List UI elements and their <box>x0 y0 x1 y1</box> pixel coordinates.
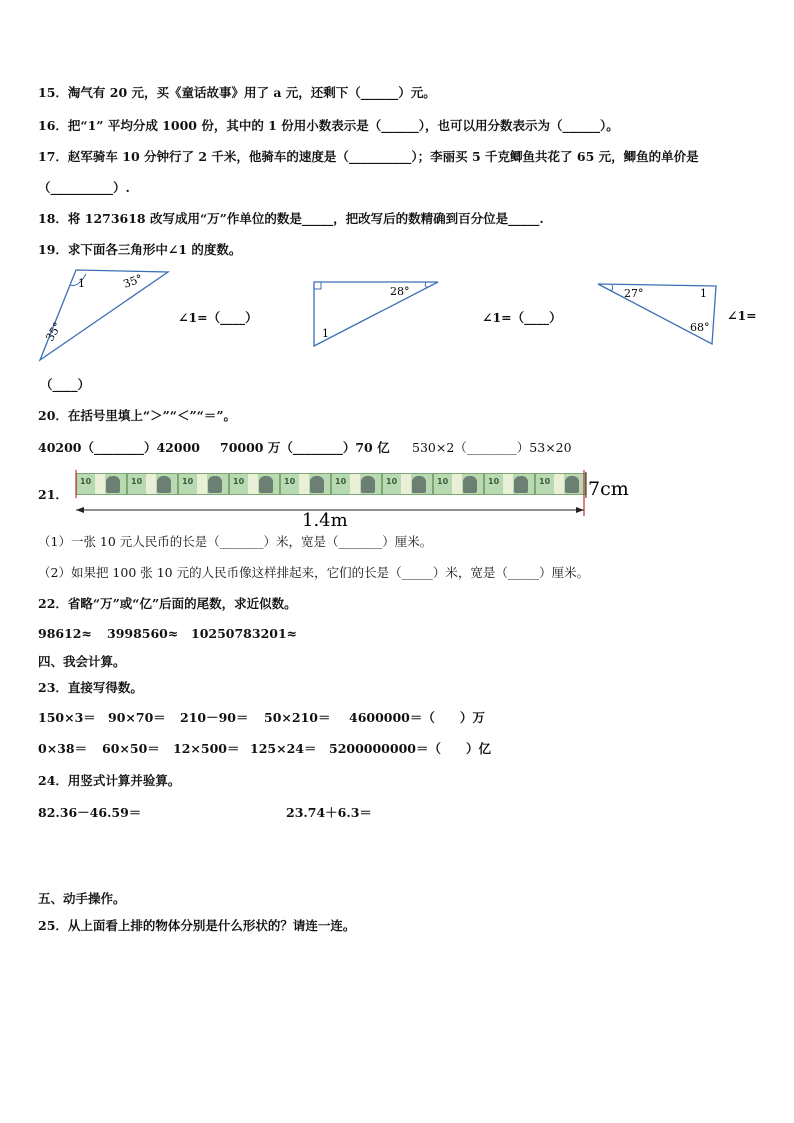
triangle-1-angle-1: 1 <box>78 277 85 290</box>
q23-row2-item1: 0×38＝ <box>38 741 88 756</box>
triangle-3-figure <box>594 280 724 350</box>
question-18: 18．将 1273618 改写成用“万”作单位的数是_____，把改写后的数精确到百分位是_____. <box>38 211 544 226</box>
triangle-3-answer: ∠1= <box>727 308 757 323</box>
question-25-prompt: 25．从上面看上排的物体分别是什么形状的？请连一连。 <box>38 918 356 933</box>
q23-row2-item5: 5200000000＝（ ）亿 <box>329 741 491 756</box>
q23-row1-item1: 150×3＝ <box>38 710 96 725</box>
question-24-item1: 82.36－46.59＝ <box>38 805 142 820</box>
banknote: 10 <box>280 473 331 495</box>
question-21-sub1: （1）一张 10 元人民币的长是（_______）米，宽是（_______）厘米。 <box>38 534 433 549</box>
question-22-item3: 10250783201≈ <box>191 626 298 641</box>
triangle-2-angle-a: 28° <box>390 285 410 298</box>
question-22-prompt: 22．省略“万”或“亿”后面的尾数，求近似数。 <box>38 596 297 611</box>
q23-row2-item2: 60×50＝ <box>102 741 160 756</box>
banknote: 10 <box>229 473 280 495</box>
banknote: 10 <box>433 473 484 495</box>
length-label: 1.4m <box>302 510 348 528</box>
banknote: 10 <box>535 473 586 495</box>
triangle-3-shape <box>598 284 716 344</box>
question-15: 15．淘气有 20 元，买《童话故事》用了 a 元，还剩下（______）元。 <box>38 85 436 100</box>
triangle-1-angle-b: 35° <box>43 320 65 344</box>
question-21-number: 21． <box>38 487 68 502</box>
triangle-1-answer: ∠1=（____） <box>178 310 258 325</box>
triangle-2-angle-1: 1 <box>322 327 329 340</box>
question-22-item1: 98612≈ <box>38 626 92 641</box>
question-19-prompt: 19．求下面各三角形中∠1 的度数。 <box>38 242 242 257</box>
q23-row2-item4: 125×24＝ <box>250 741 317 756</box>
section-5-title: 五、动手操作。 <box>38 891 126 906</box>
banknote: 10 <box>178 473 229 495</box>
triangle-2-shape <box>314 282 438 346</box>
banknote: 10 <box>382 473 433 495</box>
question-20-item2: 70000 万（________）70 亿 <box>220 440 390 455</box>
q23-row1-item3: 210－90＝ <box>180 710 249 725</box>
triangle-1-shape <box>40 270 168 360</box>
q23-row1-item5: 4600000＝（ ）万 <box>349 710 485 725</box>
q23-row1-item4: 50×210＝ <box>264 710 331 725</box>
banknote: 10 <box>484 473 535 495</box>
triangle-3-angle-a: 27° <box>624 287 644 300</box>
q23-row1-item2: 90×70＝ <box>108 710 166 725</box>
question-21-sub2: （2）如果把 100 张 10 元的人民币像这样排起来，它们的长是（_____）米，宽是（_____）厘米。 <box>38 565 590 580</box>
question-16: 16．把“1” 平均分成 1000 份，其中的 1 份用小数表示是（______），也可以用分数表示为（______）。 <box>38 118 619 133</box>
question-24-item2: 23.74＋6.3＝ <box>286 805 372 820</box>
banknote: 10 <box>127 473 178 495</box>
question-17-line1: 17．赵军骑车 10 分钟行了 2 千米，他骑车的速度是（__________）；李丽买 5 千克鲫鱼共花了 65 元，鲫鱼的单价是 <box>38 149 699 164</box>
triangle-3-angle-b: 68° <box>690 321 710 334</box>
triangle-1-figure <box>30 262 180 368</box>
banknote: 10 <box>76 473 127 495</box>
question-22-item2: 3998560≈ <box>107 626 179 641</box>
triangle-1-angle-a: 35° <box>121 271 145 291</box>
banknote: 10 <box>331 473 382 495</box>
question-24-prompt: 24．用竖式计算并验算。 <box>38 773 181 788</box>
triangle-3-angle-1: 1 <box>700 287 707 300</box>
question-20-prompt: 20．在括号里填上“＞”“＜”“＝”。 <box>38 408 237 423</box>
question-17-line2: （__________）. <box>38 180 130 195</box>
question-23-prompt: 23．直接写得数。 <box>38 680 143 695</box>
section-4-title: 四、我会计算。 <box>38 654 126 669</box>
width-label: 7cm <box>588 478 629 500</box>
triangle-2-figure <box>308 278 448 352</box>
triangle-2-answer: ∠1=（____） <box>482 310 562 325</box>
question-20-item1: 40200（________）42000 <box>38 440 200 455</box>
q23-row2-item3: 12×500＝ <box>173 741 240 756</box>
question-20-item3: 530×2（________）53×20 <box>412 440 572 455</box>
banknote-dimensions <box>70 466 660 528</box>
triangle-3-answer-cont: （____） <box>40 377 91 392</box>
